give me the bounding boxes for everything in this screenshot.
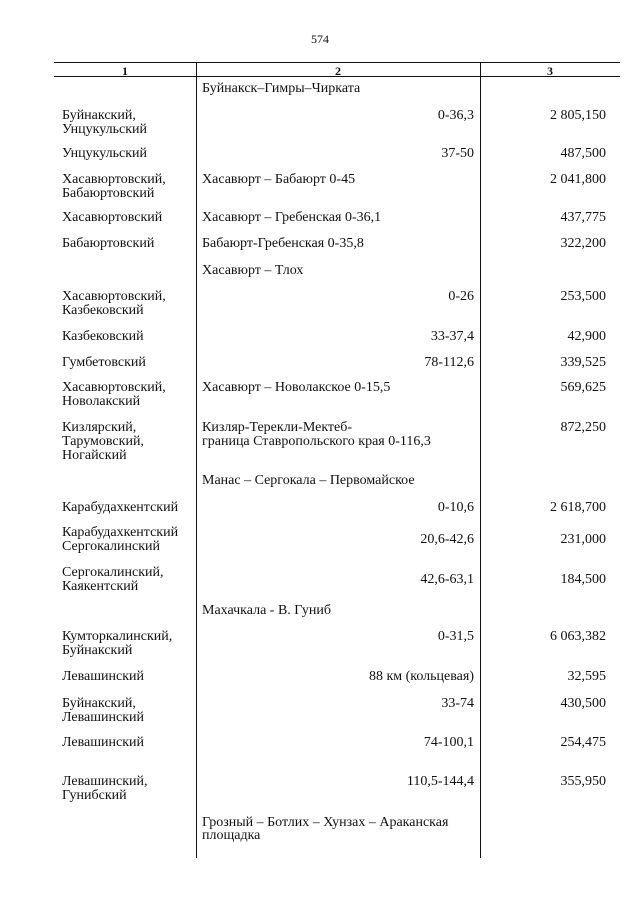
road-segment: 0-26 (448, 289, 474, 304)
district-name: Ногайский (62, 448, 127, 463)
column-header-2: 2 (335, 64, 341, 78)
district-name: Хасавюртовский, (62, 289, 166, 304)
road-name: площадка (202, 828, 261, 843)
value-cell: 355,950 (560, 774, 606, 789)
district-name: Унцукульский (62, 146, 148, 161)
district-name: Буйнакский, (62, 696, 136, 711)
district-name: Левашинский (62, 710, 145, 725)
value-cell: 184,500 (560, 572, 606, 587)
district-name: Каякентский (62, 579, 139, 594)
value-cell: 2 618,700 (550, 500, 606, 515)
road-segment: 0-36,3 (437, 108, 474, 123)
value-cell: 339,525 (560, 355, 606, 370)
road-segment: 0-31,5 (437, 629, 474, 644)
road-segment: 42,6-63,1 (420, 572, 474, 587)
road-name: Бабаюрт-Гребенская 0-35,8 (202, 236, 364, 251)
column-divider-2 (480, 62, 481, 858)
value-cell: 872,250 (560, 420, 606, 435)
district-name: Хасавюртовский, (62, 380, 166, 395)
road-segment: 88 км (кольцевая) (368, 669, 474, 684)
district-name: Новолакский (62, 394, 141, 409)
value-cell: 487,500 (560, 146, 606, 161)
district-name: Сергокалинский (62, 539, 161, 554)
district-name: Тарумовский, (62, 434, 144, 449)
district-name: Карабудахкентский (62, 525, 179, 540)
road-name: Буйнакск–Гимры–Чирката (202, 81, 361, 96)
road-segment: 78-112,6 (424, 355, 474, 370)
page-number: 574 (311, 32, 329, 46)
road-segment: 33-37,4 (430, 329, 474, 344)
road-name: Махачкала - В. Гуниб (202, 603, 331, 618)
road-name: Хасавюрт – Бабаюрт 0-45 (202, 172, 356, 187)
table-top-border (54, 62, 620, 63)
road-name: Хасавюрт – Тлох (202, 263, 304, 278)
value-cell: 2 041,800 (550, 172, 606, 187)
road-name: Кизляр-Терекли-Мектеб- (202, 420, 353, 435)
district-name: Сергокалинский, (62, 565, 164, 580)
district-name: Бабаюртовский (62, 236, 155, 251)
district-name: Хасавюртовский, (62, 172, 166, 187)
value-cell: 430,500 (560, 696, 606, 711)
road-segment: 0-10,6 (437, 500, 474, 515)
road-segment: 74-100,1 (423, 735, 474, 750)
road-name: Манас – Сергокала – Первомайское (202, 473, 415, 488)
district-name: Казбековский (62, 303, 144, 318)
district-name: Казбековский (62, 329, 144, 344)
road-name: Хасавюрт – Новолакское 0-15,5 (202, 380, 391, 395)
district-name: Гумбетовский (62, 355, 146, 370)
value-cell: 437,775 (560, 210, 606, 225)
column-header-3: 3 (547, 64, 553, 78)
district-name: Кумторкалинский, (62, 629, 173, 644)
value-cell: 569,625 (560, 380, 606, 395)
value-cell: 2 805,150 (550, 108, 606, 123)
road-segment: 33-74 (441, 696, 474, 711)
district-name: Левашинский, (62, 774, 148, 789)
district-name: Карабудахкентский (62, 500, 179, 515)
road-segment: 20,6-42,6 (420, 532, 474, 547)
district-name: Буйнакский (62, 643, 133, 658)
value-cell: 322,200 (560, 236, 606, 251)
road-segment: 110,5-144,4 (406, 774, 474, 789)
district-name: Левашинский (62, 735, 145, 750)
value-cell: 231,000 (560, 532, 606, 547)
column-divider-1 (196, 62, 197, 858)
district-name: Хасавюртовский (62, 210, 163, 225)
road-name: граница Ставропольского края 0-116,3 (202, 434, 431, 449)
value-cell: 32,595 (567, 669, 606, 684)
district-name: Бабаюртовский (62, 186, 155, 201)
value-cell: 6 063,382 (550, 629, 606, 644)
road-name: Хасавюрт – Гребенская 0-36,1 (202, 210, 382, 225)
value-cell: 42,900 (567, 329, 606, 344)
district-name: Буйнакский, (62, 108, 136, 123)
road-segment: 37-50 (441, 146, 474, 161)
district-name: Кизлярский, (62, 420, 137, 435)
value-cell: 253,500 (560, 289, 606, 304)
district-name: Гунибский (62, 788, 127, 803)
road-name: Грозный – Ботлих – Хунзах – Араканская (202, 815, 449, 830)
column-header-1: 1 (122, 64, 128, 78)
district-name: Унцукульский (62, 122, 148, 137)
value-cell: 254,475 (560, 735, 606, 750)
district-name: Левашинский (62, 669, 145, 684)
